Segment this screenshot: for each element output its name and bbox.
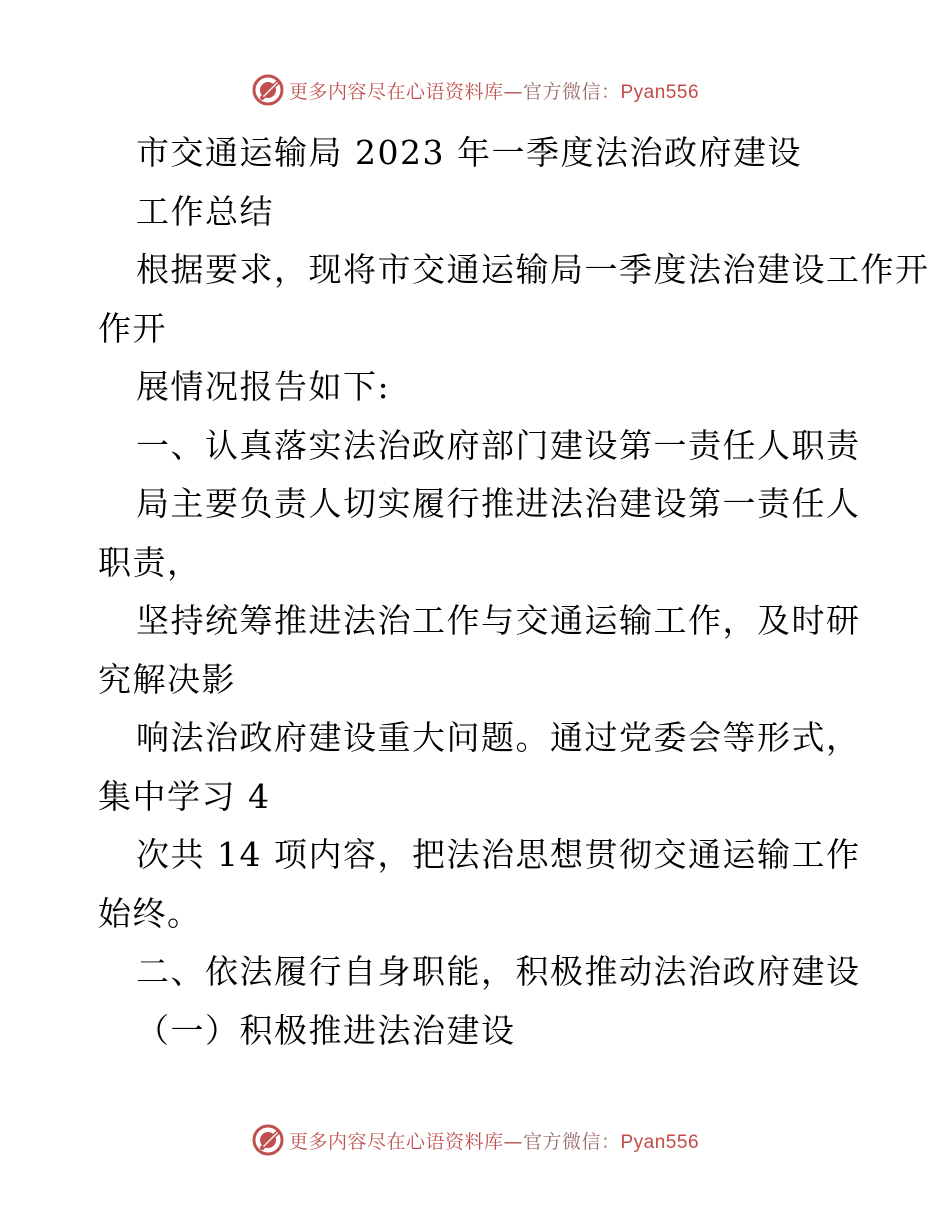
banner-site-text: 更多内容尽在心语资料库 [288, 80, 504, 103]
subsection-heading-1: （一）积极推进法治建设 [136, 1010, 516, 1050]
banner-wechat-id: Pyan556 [620, 81, 700, 103]
banner-wechat-id: Pyan556 [620, 1131, 700, 1153]
banner-separator: — [503, 80, 523, 103]
paragraph-line: 响法治政府建设重大问题。通过党委会等形式， [136, 718, 861, 757]
paragraph-line: 究解决影 [98, 659, 236, 699]
paragraph-line: 次共 14 项内容，把法治思想贯彻交通运输工作 [136, 835, 861, 874]
pen-seal-icon [251, 1123, 285, 1157]
banner-wechat-label: 官方微信： [522, 1130, 621, 1153]
paragraph-line: 根据要求，现将市交通运输局一季度法治建设工作开 [136, 250, 930, 289]
paragraph-line: 展情况报告如下: [136, 367, 391, 406]
section-heading-1: 一、认真落实法治政府部门建设第一责任人职责 [136, 425, 861, 465]
paragraph-line: 作开 [98, 308, 167, 348]
paragraph-line: 职责， [98, 542, 202, 582]
banner-site-text: 更多内容尽在心语资料库 [288, 1130, 504, 1153]
banner-wechat-label: 官方微信： [522, 80, 621, 103]
footer-watermark-banner [0, 1120, 950, 1160]
banner-separator: — [503, 1130, 523, 1153]
paragraph-line: 坚持统筹推进法治工作与交通运输工作，及时研 [136, 601, 861, 640]
document-title-line-1: 市交通运输局 2023 年一季度法治政府建设 [136, 133, 802, 172]
section-heading-2: 二、依法履行自身职能，积极推动法治政府建设 [136, 952, 861, 991]
pen-seal-icon [251, 73, 285, 107]
banner-text [289, 1127, 699, 1154]
header-watermark-banner [0, 70, 950, 110]
banner-text [289, 77, 699, 104]
paragraph-line: 局主要负责人切实履行推进法治建设第一责任人 [136, 484, 861, 523]
document-body [98, 124, 930, 1060]
paragraph-line: 集中学习 4 [98, 776, 271, 816]
document-title-line-2: 工作总结 [136, 191, 274, 231]
paragraph-line: 始终。 [98, 893, 202, 933]
